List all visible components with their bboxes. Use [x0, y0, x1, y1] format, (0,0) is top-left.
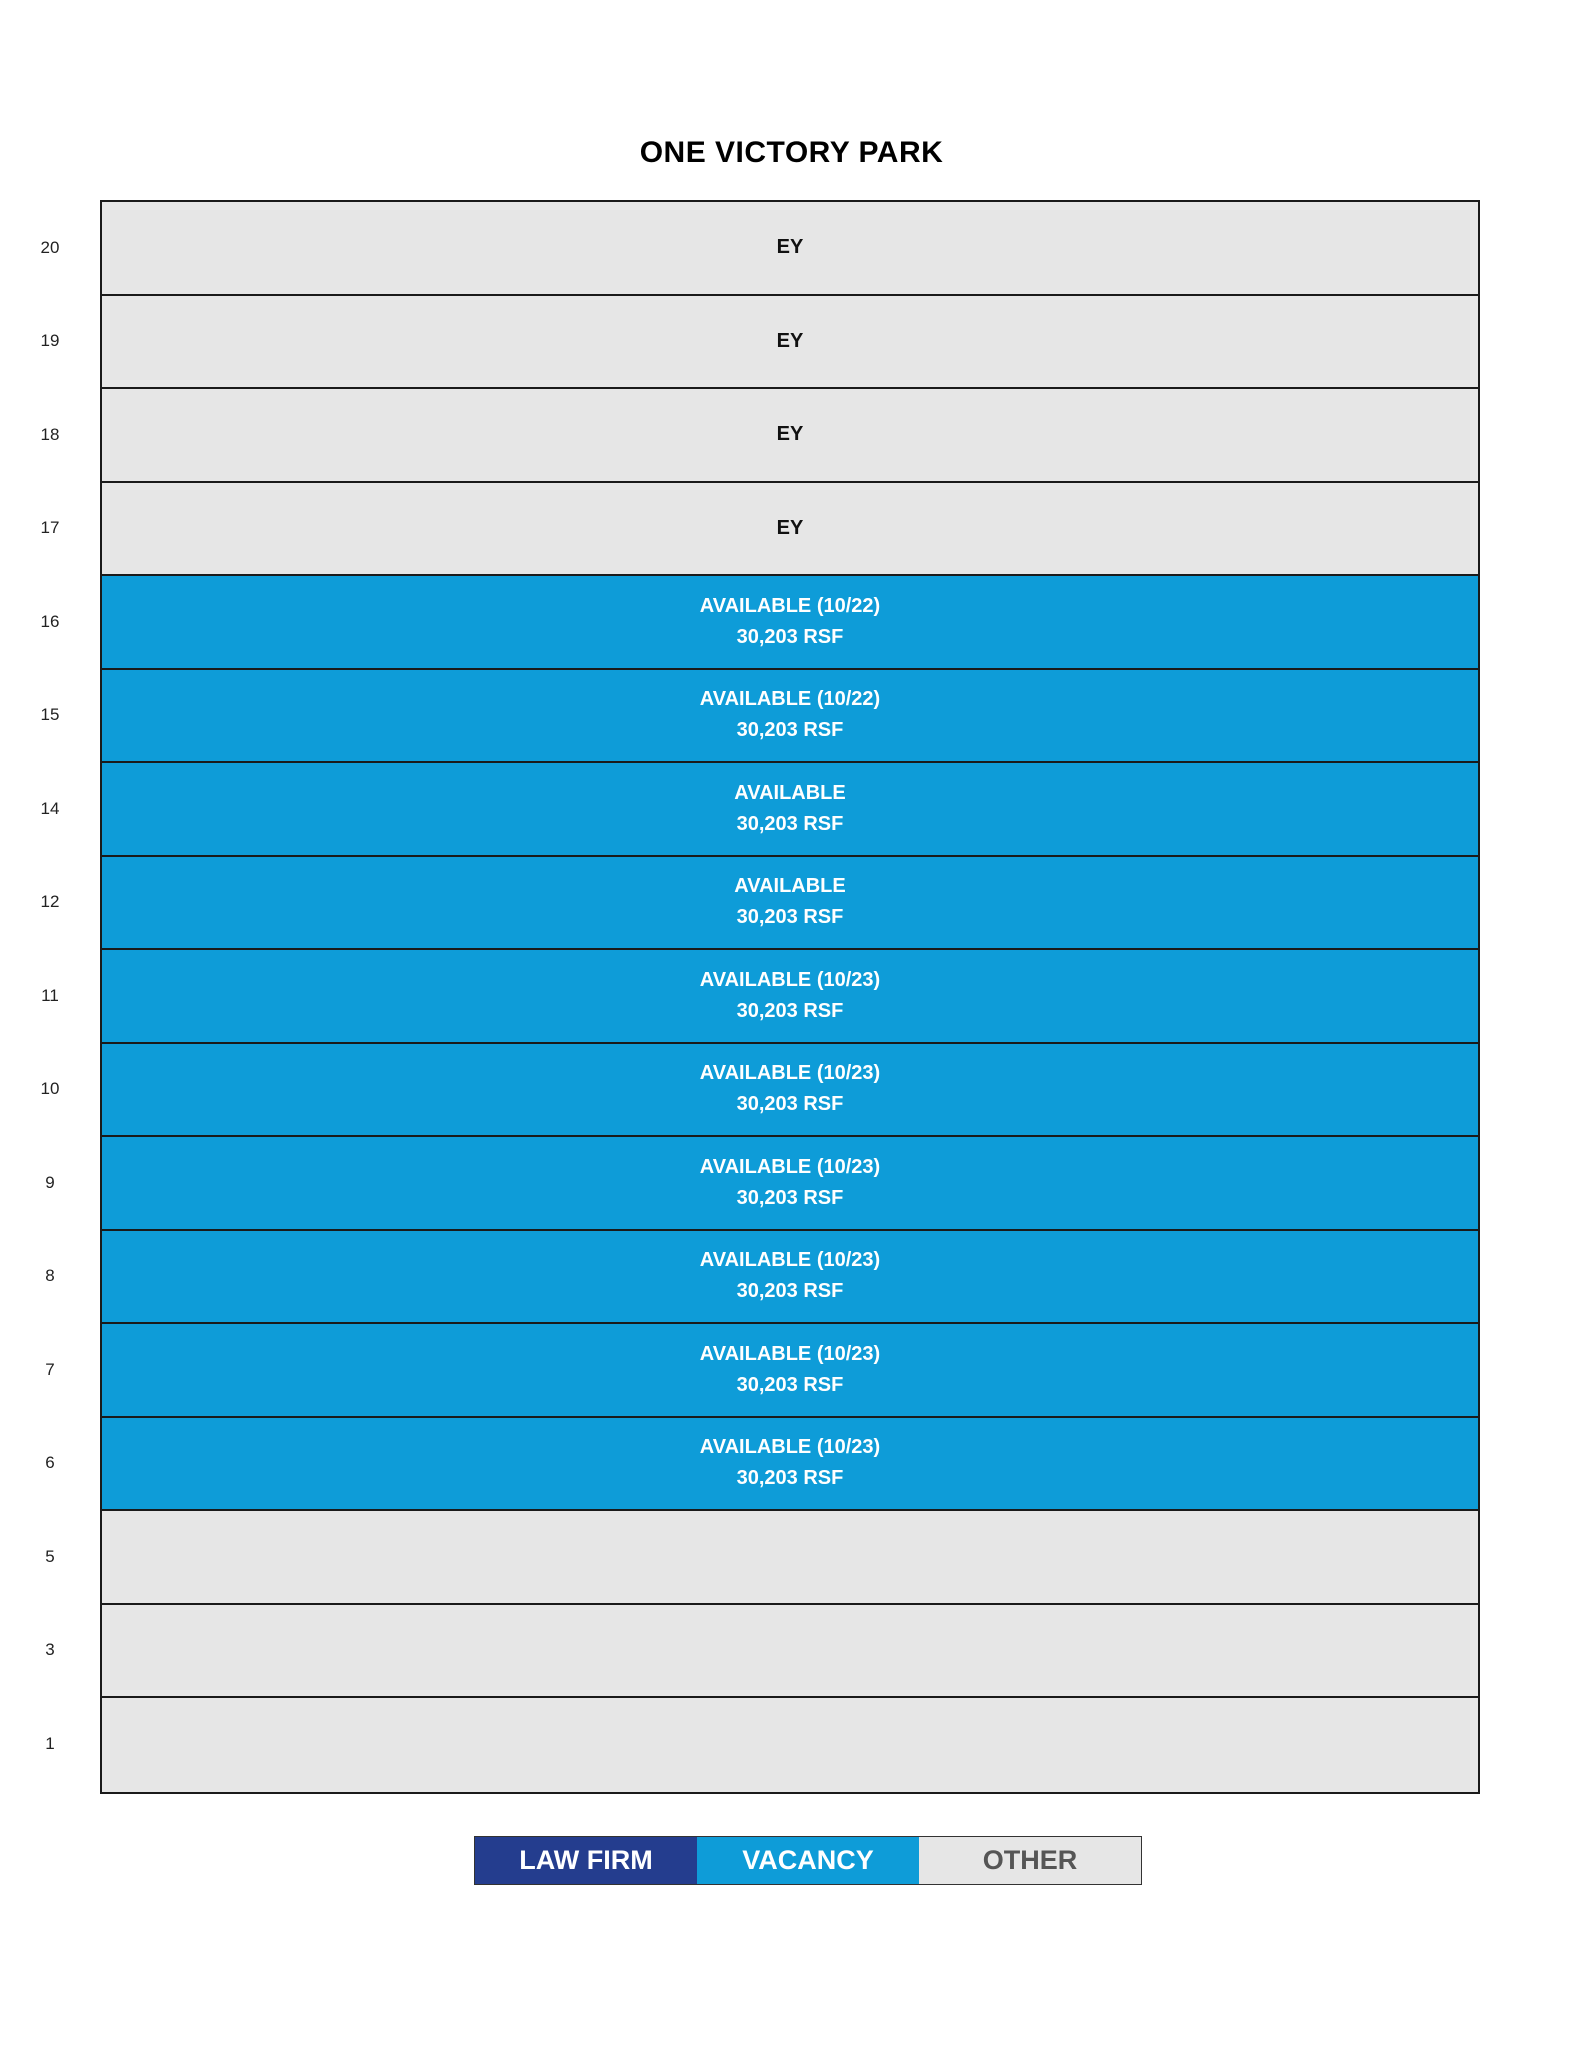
floor-number: 12	[40, 892, 60, 912]
floor-row-7	[102, 1324, 1478, 1418]
floor-number: 17	[40, 518, 60, 538]
floor-number: 14	[40, 798, 60, 818]
floor-number: 3	[45, 1640, 55, 1660]
floor-row-8	[102, 1231, 1478, 1325]
floor-area-label: 30,203 RSF	[736, 1280, 844, 1303]
page-title: ONE VICTORY PARK	[639, 136, 944, 169]
floor-number: 8	[45, 1266, 55, 1286]
floor-area-label: 30,203 RSF	[736, 1186, 844, 1209]
floor-tenant-label: AVAILABLE (10/23)	[699, 1155, 881, 1178]
floor-tenant-label: EY	[776, 516, 804, 539]
floor-area-label: 30,203 RSF	[736, 1373, 844, 1396]
floor-number: 9	[45, 1172, 55, 1192]
floor-tenant-label: AVAILABLE (10/23)	[699, 1342, 881, 1365]
floor-tenant-label: AVAILABLE (10/23)	[699, 1249, 881, 1272]
floor-tenant-label: AVAILABLE (10/22)	[699, 594, 881, 617]
floor-number-column	[0, 200, 100, 1790]
floor-area-label: 30,203 RSF	[736, 1093, 844, 1116]
floor-row-11	[102, 950, 1478, 1044]
floor-row-14	[102, 763, 1478, 857]
floor-tenant-label: AVAILABLE (10/23)	[699, 1062, 881, 1085]
floor-row-9	[102, 1137, 1478, 1231]
floor-row-20	[102, 202, 1478, 296]
floor-number: 16	[40, 611, 60, 631]
legend-item-other: OTHER	[919, 1837, 1141, 1884]
floor-row-17	[102, 483, 1478, 577]
floor-number: 19	[40, 331, 60, 351]
floor-row-5	[102, 1511, 1478, 1605]
floor-row-15	[102, 670, 1478, 764]
floor-row-3	[102, 1605, 1478, 1699]
floor-number: 6	[45, 1453, 55, 1473]
floor-tenant-label: EY	[776, 236, 804, 259]
floor-tenant-label: AVAILABLE	[734, 875, 846, 898]
floor-area-label: 30,203 RSF	[736, 906, 844, 929]
floor-number: 5	[45, 1546, 55, 1566]
floor-number: 7	[45, 1359, 55, 1379]
floor-number: 20	[40, 237, 60, 257]
floor-number: 11	[41, 985, 59, 1005]
legend-item-vacancy: VACANCY	[697, 1837, 919, 1884]
floor-tenant-label: AVAILABLE (10/22)	[699, 688, 881, 711]
floor-area-label: 30,203 RSF	[736, 812, 844, 835]
floor-tenant-label: AVAILABLE	[734, 781, 846, 804]
floor-tenant-label: EY	[776, 329, 804, 352]
legend	[474, 1836, 1142, 1885]
floor-area-label: 30,203 RSF	[736, 625, 844, 648]
floor-area-label: 30,203 RSF	[736, 999, 844, 1022]
floor-area-label: 30,203 RSF	[736, 1467, 844, 1490]
floor-area-label: 30,203 RSF	[736, 719, 844, 742]
floor-row-18	[102, 389, 1478, 483]
floor-row-12	[102, 857, 1478, 951]
floor-tenant-label: AVAILABLE (10/23)	[699, 1436, 881, 1459]
floor-number: 10	[40, 1079, 60, 1099]
floor-row-10	[102, 1044, 1478, 1138]
floor-number: 18	[40, 424, 60, 444]
floor-row-19	[102, 296, 1478, 390]
floor-row-6	[102, 1418, 1478, 1512]
floor-number: 1	[45, 1733, 55, 1753]
legend-item-law: LAW FIRM	[475, 1837, 697, 1884]
floor-row-1	[102, 1698, 1478, 1792]
stacking-plan	[100, 200, 1480, 1794]
floor-number: 15	[40, 705, 60, 725]
floor-tenant-label: EY	[776, 423, 804, 446]
floor-tenant-label: AVAILABLE (10/23)	[699, 968, 881, 991]
floor-row-16	[102, 576, 1478, 670]
